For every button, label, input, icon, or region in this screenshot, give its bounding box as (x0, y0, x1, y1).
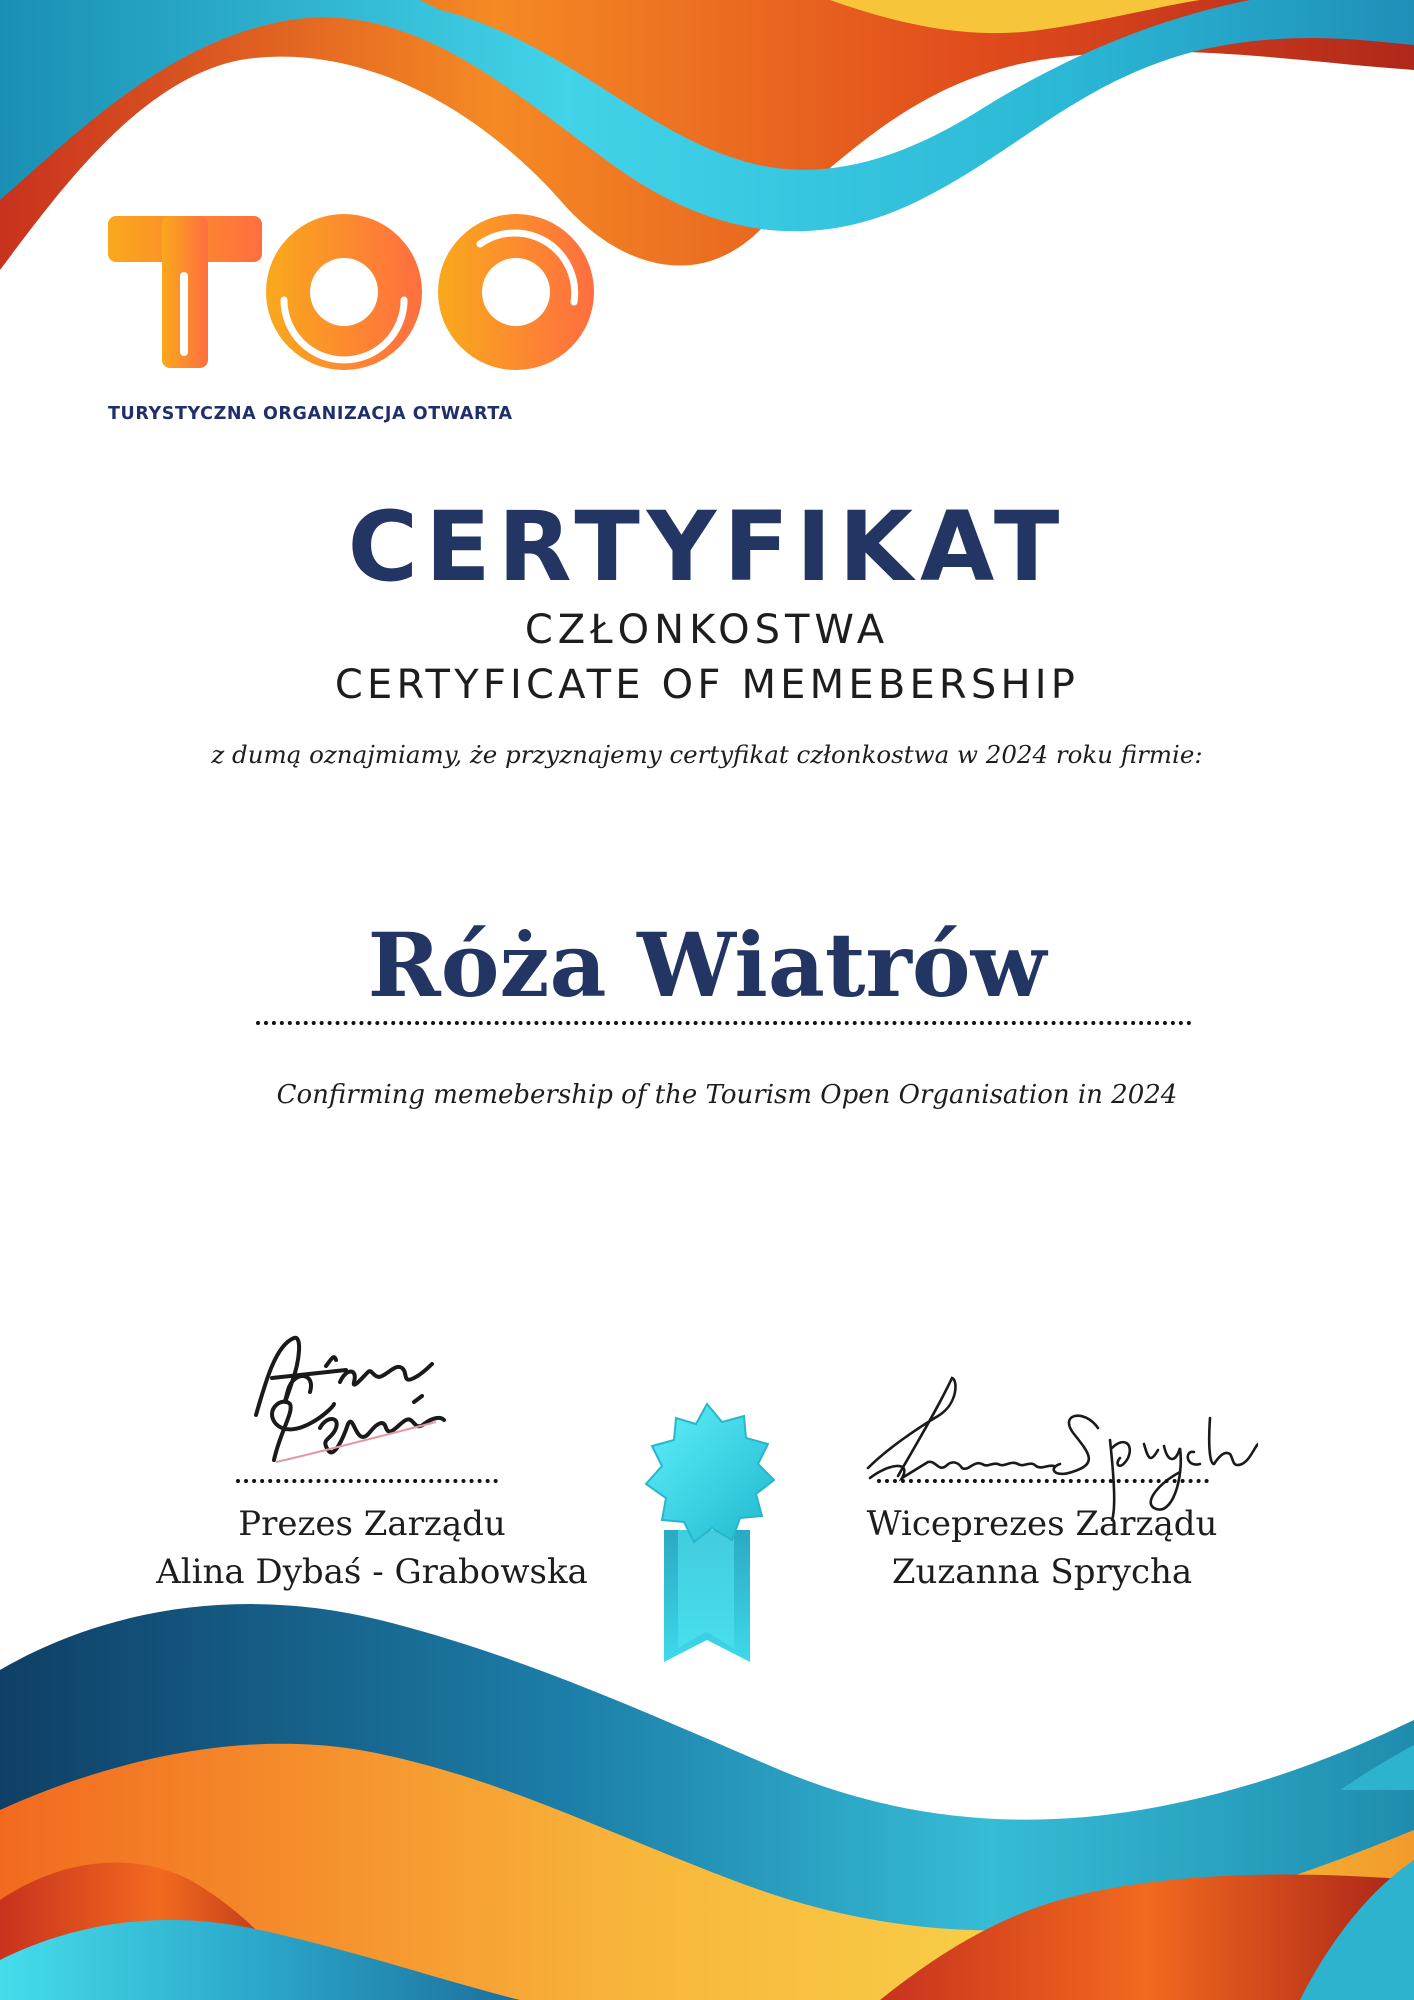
bottom-ribbon-decoration (0, 1560, 1414, 2000)
signatory-right-role: Wiceprezes Zarządu (866, 1504, 1218, 1544)
logo-tagline: TURYSTYCZNA ORGANIZACJA OTWARTA (108, 404, 513, 424)
confirmation-statement: Confirming memebership of the Tourism Open Organisation in 2024 (276, 1080, 1178, 1110)
too-logo-mark (108, 212, 598, 372)
signature-line-left (236, 1479, 498, 1483)
recipient-dotted-line (256, 1021, 1192, 1025)
signatory-left-name: Alina Dybaś - Grabowska (156, 1552, 588, 1592)
signatory-right-name: Zuzanna Sprycha (891, 1552, 1193, 1592)
recipient-name: Róża Wiatrów (367, 913, 1047, 1017)
certificate-title: CERTYFIKAT (347, 491, 1067, 603)
signature-alina-dybas (236, 1320, 501, 1480)
certificate-subtitle-polish: CZŁONKOSTWA (524, 607, 890, 653)
signatory-left-role: Prezes Zarządu (238, 1504, 506, 1544)
certificate-subtitle-english: CERTYFICATE OF MEMEBERSHIP (334, 662, 1080, 708)
intro-statement: z dumą oznajmiamy, że przyznajemy certyfikat członkostwa w 2024 roku firmie: (211, 740, 1203, 769)
organization-logo (108, 212, 598, 432)
signature-line-right (877, 1479, 1209, 1483)
